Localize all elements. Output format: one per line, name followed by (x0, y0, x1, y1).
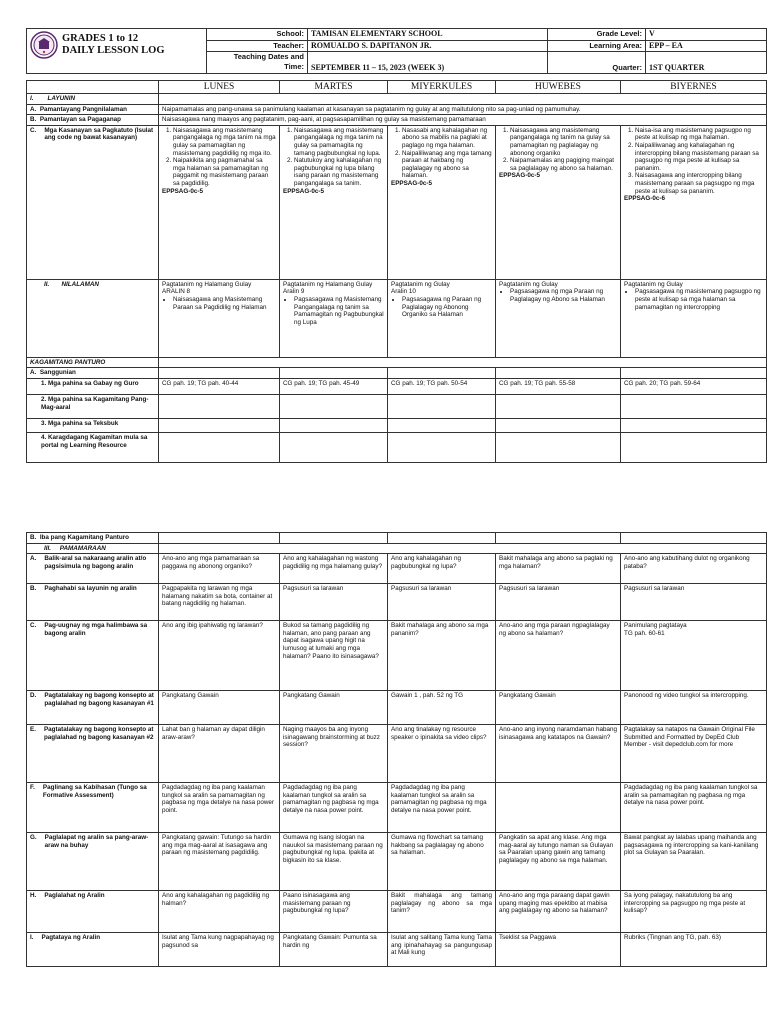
header-table (26, 28, 767, 74)
procedure-cell-lunes: Ano ang ibig ipahiwatig ng larawan? (159, 621, 280, 691)
topic-title: Pagtatanim ng Gulay (624, 280, 683, 288)
day-header-miyerkules: MIYERKULES (388, 81, 496, 94)
procedure-label (27, 833, 159, 891)
quarter-value: 1ST QUARTER (646, 52, 767, 74)
day-header-martes: MARTES (280, 81, 388, 94)
row-label-iba-pang-kagamitan (27, 533, 159, 544)
section-layunin-blank (159, 94, 767, 105)
row-code: A. (30, 105, 37, 113)
competency-code: EPPSAG-0c-5 (283, 187, 324, 195)
row-label-text: Paghahabi sa layunin ng aralin (44, 585, 137, 593)
kasanayan-biyernes (621, 125, 767, 279)
blank-cell (280, 533, 388, 544)
procedure-cell-huwebes (496, 783, 621, 833)
row-label-kasanayan (27, 125, 159, 279)
section-layunin (27, 94, 159, 105)
objective-item: 1. Nasasabi ang kahalagahan ng abono sa mabilis na paglaki at paglago ng mga halaman. (402, 127, 492, 150)
procedure-cell-martes: Pangkatang Gawain: Pumunta sa hardin ng (280, 933, 388, 967)
blank-cell (280, 432, 388, 462)
blank-cell (496, 418, 621, 432)
procedure-cell-miyerkules: Ano ang kahalagahan ng pagbubungkal ng lupa? (388, 554, 496, 584)
procedure-row-h (27, 891, 767, 933)
grade-level-label: Grade Level: (548, 29, 646, 41)
topic-bullet: • Pagsasagawa ng mga Paraan ng Paglalagay ng Abono sa Halaman (510, 288, 617, 303)
row-code: C. (30, 622, 37, 630)
objective-item: 1. Naisa-isa ang masistemang pagsugpo ng peste at kulisap ng mga halaman. (635, 127, 763, 142)
blank-cell (159, 418, 280, 432)
procedure-cell-martes: Paano isinasagawa ang masistemang paraan ng pagbubungkal ng lupa? (280, 891, 388, 933)
lesson-log-page-2 (26, 532, 766, 967)
procedure-cell-miyerkules: Bakit mahalaga ang tamang paglalagay ng abono sa mga tanim? (388, 891, 496, 933)
competency-code: EPPSAG-0c-5 (162, 187, 203, 195)
objective-item: 2. Naipakikita ang pagmamahal sa mga halaman sa pamamagitan ng paggamit ng masistemang paraan sa pagdidilig. (173, 157, 276, 187)
topic-bullet: • Pagsasagawa ng Masistemang Pangangalaga ng tanim sa Pamamagitan ng Pagbubungkal ng Lupa (294, 296, 384, 326)
blank-cell (159, 394, 280, 418)
row-label-text: Pamantayang Pangnilalaman (39, 105, 127, 113)
kasanayan-huwebes (496, 125, 621, 279)
blank-cell (280, 394, 388, 418)
topic-title: Pagtatanim ng Halamang Gulay (162, 280, 252, 288)
objective-item: 2. Naipaliliwanag ang mga tamang paraan at hakbang ng paglalagay ng abono sa halaman. (402, 150, 492, 180)
sanggunian-cell (159, 368, 280, 379)
topic-bullet: • Pagsasagawa ng Paraan ng Paglalagay ng Abonong Organiko sa Halaman (402, 296, 492, 319)
procedure-cell-biyernes: Pagtalakay sa natapos na Gawain Original File Submitted and Formatted by DepEd Club Member - visit depedclub.com for more (621, 725, 767, 783)
procedure-cell-biyernes: Pagdadagdag ng iba pang kaalaman tungkol sa aralin sa pamamagitan ng pagbasa ng mga detalye na nasa power point. (621, 783, 767, 833)
row-label-text: Iba pang Kagamitang Panturo (39, 534, 130, 541)
section-pamamaraan-number: III. (44, 544, 51, 552)
procedure-cell-martes: Ano ang kahalagahan ng wastong pagdidilig ng mga halamang gulay? (280, 554, 388, 584)
nilalaman-lunes (159, 279, 280, 357)
kasanayan-lunes (159, 125, 280, 279)
procedure-label (27, 783, 159, 833)
procedure-row-b (27, 584, 767, 621)
row-label-gabay-ng-guro: 1. Mga pahina sa Gabay ng Guro (27, 378, 159, 394)
objective-item: 1. Naisasagawa ang masistemang pangangalaga ng tanim na gulay sa pamamagitan ng paglalagay ng abonong organiko (510, 127, 617, 157)
row-label-text: Pagtataya ng Aralin (41, 934, 101, 942)
objective-item: 2. Natutukoy ang kahalagahan ng pagbubungkal ng lupa bilang isang paraan ng masistemang pangangalaga sa tanim. (294, 157, 384, 187)
row-label-sanggunian (27, 368, 159, 379)
row-label-text: Pamantayan sa Pagaganap (39, 116, 122, 124)
ref-page-biyernes: CG pah. 20; TG pah. 59-64 (621, 378, 767, 394)
section-layunin-title: LAYUNIN (47, 95, 76, 102)
blank-cell (388, 533, 496, 544)
ref-page-miyerkules: CG pah. 19; TG pah. 50-54 (388, 378, 496, 394)
section-nilalaman-number: II. (44, 280, 50, 288)
procedure-cell-martes: Pangkatang Gawain (280, 691, 388, 725)
row-code: C. (30, 126, 37, 134)
topic-bullet: • Pagsasagawa ng masistemang pagsugpo ng peste at kulisap sa mga halaman sa pamamagitan ng intercropping (635, 288, 763, 311)
procedure-cell-huwebes: Tseklist sa Paggawa (496, 933, 621, 967)
objective-item: 1. Naisasagawa ang masistemang pangangalaga ng mga tanim na mga gulay sa pamamagitan ng masistemang pagdidilig ng mga ito. (173, 127, 276, 157)
sanggunian-cell (621, 368, 767, 379)
lesson-number: ARALIN 8 (162, 288, 190, 296)
blank-cell (280, 418, 388, 432)
procedure-cell-huwebes: Ano-ano ang mga paraan ngpaglalagay ng abono sa halaman? (496, 621, 621, 691)
row-label-kagamitang-mag-aaral: 2. Mga pahina sa Kagamitang Pang-Mag-aaral (27, 394, 159, 418)
learning-area-value: EPP – EA (646, 40, 767, 52)
blank-cell (388, 394, 496, 418)
procedure-cell-miyerkules: Bakit mahalaga ang abono sa mga pananim? (388, 621, 496, 691)
section-kagamitan: KAGAMITANG PANTURO (27, 357, 159, 368)
procedure-cell-huwebes: Pangkatang Gawain (496, 691, 621, 725)
procedure-label (27, 554, 159, 584)
nilalaman-biyernes (621, 279, 767, 357)
topic-title: Pagtatanim ng Halamang Gulay (283, 280, 373, 288)
ref-page-lunes: CG pah. 19; TG pah. 40-44 (159, 378, 280, 394)
objective-item: 2. Naipaliliwanag ang kahalagahan ng intercropping bilang masistemang paraan sa pagsugpo ng mga peste at kulisap sa pananim. (635, 142, 763, 172)
procedure-cell-lunes: Lahat ban g halaman ay dapat diligin araw-araw? (159, 725, 280, 783)
topic-bullet: • Naisasagawa ang Masistemang Paraan sa Pagdidilig ng Halaman (173, 296, 276, 311)
blank-cell (496, 394, 621, 418)
procedure-row-d (27, 691, 767, 725)
procedure-cell-biyernes: Pagsusuri sa larawan (621, 584, 767, 621)
row-label-pamantayan-sa-pagaganap (27, 115, 159, 126)
log-title-dll: DAILY LESSON LOG (62, 45, 165, 56)
section-pamamaraan-blank (159, 543, 767, 554)
row-label-text: Pagtatalakay ng bagong konsepto at paglalahad ng bagong kasanayan #2 (43, 726, 154, 741)
corner-cell (27, 81, 159, 94)
blank-cell (621, 533, 767, 544)
topic-title: Pagtatanim ng Gulay (499, 280, 558, 288)
procedure-cell-biyernes: Panonood ng video tungkol sa intercropping. (621, 691, 767, 725)
kasanayan-miyerkules (388, 125, 496, 279)
nilalaman-miyerkules (388, 279, 496, 357)
row-code: H. (30, 892, 37, 900)
row-label-text: Pag-uugnay ng mga halimbawa sa bagong aralin (44, 622, 148, 637)
procedure-cell-lunes: Ano ang kahalagahan ng pagdidilig ng halman? (159, 891, 280, 933)
blank-cell (621, 394, 767, 418)
deped-seal-icon (30, 31, 58, 59)
objective-item: 3. Naisasagawa ang intercropping bilang masistemang paraan sa pagsugpo ng mga peste at kulisap sa pananim. (635, 172, 763, 195)
row-code: D. (30, 692, 37, 700)
blank-cell (496, 533, 621, 544)
procedure-cell-miyerkules: Ano ang tinalakay ng resource speaker o ipinakita sa video clips? (388, 725, 496, 783)
teaching-dates-value: SEPTEMBER 11 – 15, 2023 (WEEK 3) (308, 52, 548, 74)
procedure-cell-miyerkules: Pagsusuri sa larawan (388, 584, 496, 621)
procedure-cell-biyernes: Rubriks (Tingnan ang TG, pah. 63) (621, 933, 767, 967)
procedure-cell-lunes: Pangkatang gawain: Tutungo sa hardin ang mga mag-aaral at isasagawa ang paraan ng masistemang pagdidilig. (159, 833, 280, 891)
nilalaman-martes (280, 279, 388, 357)
section-nilalaman-title: NILALAMAN (61, 280, 99, 288)
blank-cell (159, 533, 280, 544)
row-code: G. (30, 834, 37, 842)
procedure-cell-biyernes: Panimulang pagtataya TG pah. 60-61 (621, 621, 767, 691)
procedure-row-e (27, 725, 767, 783)
competency-code: EPPSAG-0c-6 (624, 195, 665, 203)
procedure-label (27, 933, 159, 967)
procedure-cell-huwebes: Ano-ano ang inyong naramdaman habang isinasagawa ang katatapos na Gawain? (496, 725, 621, 783)
objective-item: 2. Naipamamalas ang pagiging maingat sa paglalagay ng abono sa halaman. (510, 157, 617, 172)
ref-page-martes: CG pah. 19; TG pah. 45-49 (280, 378, 388, 394)
procedure-cell-miyerkules: Pagdadagdag ng iba pang kaalaman tungkol sa aralin sa pamamagitan ng pagbasa ng mga detalye na nasa power point. (388, 783, 496, 833)
lesson-table-bottom (26, 532, 767, 967)
competency-code: EPPSAG-0c-5 (391, 179, 432, 187)
procedure-cell-huwebes: Pagsusuri sa larawan (496, 584, 621, 621)
row-label-text: Sanggunian (39, 369, 76, 377)
section-layunin-number: I. (30, 95, 34, 102)
teacher-value: ROMUALDO S. DAPITANON JR. (308, 40, 548, 52)
procedure-label (27, 891, 159, 933)
procedure-cell-huwebes: Pangkatin sa apat ang klase. Ang mga mag-aaral ay tutungo naman sa Gulayan sa Paaralan upang gawin ang tamang paglalagay ng abono sa mga halaman. (496, 833, 621, 891)
procedure-cell-lunes: Pagpapakita ng larawan ng mga halamang nakatim sa bota, container at batang nagdidilig ng halaman. (159, 584, 280, 621)
procedure-cell-biyernes: Bawat pangkat ay lalabas upang maihanda ang pagsasagawa ng intercropping sa kani-kaniilang plot sa Gulayan sa Paaralan. (621, 833, 767, 891)
nilalaman-huwebes (496, 279, 621, 357)
procedure-cell-biyernes: Sa iyong palagay, nakatutulong ba ang intercropping sa pagsugpo ng mga peste at kulisap? (621, 891, 767, 933)
section-pamamaraan-title: PAMAMARAAN (59, 544, 106, 552)
procedure-cell-martes: Pagdadagdag ng iba pang kaalaman tungkol sa aralin sa pamamagitan ng pagbasa ng mga detalye na nasa power point. (280, 783, 388, 833)
procedure-cell-miyerkules: Gawain 1 , pah. 52 ng TG (388, 691, 496, 725)
procedure-cell-martes: Naging maayos ba ang inyong isinagawang brainstorming at buzz session? (280, 725, 388, 783)
sanggunian-cell (388, 368, 496, 379)
procedure-row-f (27, 783, 767, 833)
procedure-label (27, 584, 159, 621)
lesson-number: Aralin 9 (283, 288, 305, 296)
school-value: TAMISAN ELEMENTARY SCHOOL (308, 29, 548, 41)
row-label-learning-resource: 4. Karagdagang Kagamitan mula sa portal ng Learning Resource (27, 432, 159, 462)
objective-item: 1. Naisasagawa ang masistemang pangangalaga ng mga tanim na gulay sa pamamagita ng tamang pagbubungkal ng lupa. (294, 127, 384, 157)
lesson-log-page-1 (26, 28, 766, 463)
procedure-cell-huwebes: Bakit mahalaga ang abono sa paglaki ng mga halaman? (496, 554, 621, 584)
procedure-cell-lunes: Pangkatang Gawain (159, 691, 280, 725)
school-label: School: (207, 29, 308, 41)
teaching-dates-label (207, 52, 308, 74)
procedure-cell-miyerkules: Gumawa ng flowchart sa tamang hakbang sa paglalagay ng abono sa halaman. (388, 833, 496, 891)
procedure-cell-martes: Gumawa ng isang islogan na nauukol sa masistemang paraan ng pagbubungkal ng lupa. Ipakita at bigkasin ito sa klase. (280, 833, 388, 891)
row-label-text: Paglinang sa Kabihasan (Tungo sa Formative Assessment) (42, 784, 147, 799)
section-nilalaman (27, 279, 159, 357)
row-code: B. (30, 585, 37, 593)
row-label-text: Balik-aral sa nakaraang aralin at/o pagsisimula ng bagong aralin (44, 555, 147, 570)
row-code: E. (30, 726, 36, 734)
row-label-text: Paglalapat ng aralin sa pang-araw-araw na buhay (44, 834, 149, 849)
blank-cell (496, 432, 621, 462)
procedure-cell-biyernes: Ano-ano ang kabutihang dulot ng organikong pataba? (621, 554, 767, 584)
row-code: I. (30, 934, 34, 942)
blank-cell (621, 418, 767, 432)
blank-cell (159, 432, 280, 462)
procedure-cell-miyerkules: Isulat ang salitang Tama kung Tama ang ipinahahayag sa pangungusap at Mali kung (388, 933, 496, 967)
row-label-text: Mga Kasanayan sa Pagkatuto (Isulat ang code ng bawat kasanayan) (44, 126, 154, 142)
procedure-cell-lunes: Ano-ano ang mga pamamaraan sa paggawa ng abonong organiko? (159, 554, 280, 584)
section-pamamaraan (27, 543, 159, 554)
competency-code: EPPSAG-0c-5 (499, 172, 540, 180)
log-title-grades: GRADES 1 to 12 (62, 33, 139, 44)
header-logo-cell (27, 29, 207, 74)
teaching-dates-label-line2: Time: (284, 62, 304, 71)
blank-cell (621, 432, 767, 462)
pamantayang-pangnilalaman-text: Naipamamalas ang pang-unawa sa panimulang kaalaman at kasanayan sa pagtatanim ng gulay at ang maitutulong nito sa pag-unlad ng pamumuhay. (159, 104, 767, 115)
pamantayan-sa-pagaganap-text: Naisasagawa nang maayos ang pagtatanim, pag-aani, at pagsasapamilihan ng gulay sa masistemang pamamaraan (159, 115, 767, 126)
procedure-row-i (27, 933, 767, 967)
blank-cell (388, 418, 496, 432)
procedure-row-a (27, 554, 767, 584)
row-label-teksbuk: 3. Mga pahina sa Teksbuk (27, 418, 159, 432)
row-label-pamantayang-pangnilalaman (27, 104, 159, 115)
sanggunian-cell (280, 368, 388, 379)
procedure-cell-lunes: Isulat ang Tama kung nagpapahayag ng pagsunod sa (159, 933, 280, 967)
day-header-huwebes: HUWEBES (496, 81, 621, 94)
teacher-label: Teacher: (207, 40, 308, 52)
row-code: B. (30, 534, 37, 541)
procedure-cell-lunes: Pagdadagdag ng iba pang kaalaman tungkol sa aralin sa pamamagitan ng pagbasa ng mga detalye na nasa power point. (159, 783, 280, 833)
row-code: B. (30, 116, 37, 124)
procedure-row-g (27, 833, 767, 891)
procedure-row-c (27, 621, 767, 691)
blank-cell (388, 432, 496, 462)
procedure-cell-huwebes: Ano-ano ang mga paraang dapat gawin upang maging mas epektibo at mabisa ang paglalagay ng abono sa halaman? (496, 891, 621, 933)
section-kagamitan-blank (159, 357, 767, 368)
quarter-label: Quarter: (548, 52, 646, 74)
ref-page-huwebes: CG pah. 19; TG pah. 55-58 (496, 378, 621, 394)
topic-title: Pagtatanim ng Gulay (391, 280, 450, 288)
sanggunian-cell (496, 368, 621, 379)
kasanayan-martes (280, 125, 388, 279)
lesson-number: Aralin 10 (391, 288, 416, 296)
row-code: F. (30, 784, 35, 792)
procedure-label (27, 621, 159, 691)
row-label-text: Pagtatalakay ng bagong konsepto at paglalahad ng bagong kasanayan #1 (44, 692, 154, 707)
day-header-biyernes: BIYERNES (621, 81, 767, 94)
grade-level-value: V (646, 29, 767, 41)
row-code: A. (30, 555, 37, 563)
row-label-text: Paglalahat ng Aralin (44, 892, 105, 900)
procedure-label (27, 691, 159, 725)
learning-area-label: Learning Area: (548, 40, 646, 52)
day-header-lunes: LUNES (159, 81, 280, 94)
procedure-label (27, 725, 159, 783)
row-code: A. (30, 369, 37, 377)
procedure-cell-martes: Pagsusuri sa larawan (280, 584, 388, 621)
procedure-cell-martes: Bukod sa tamang pagdidilig ng halaman, ano pang paraan ang dapat isagawa upang higit na lumusog at lumaki ang mga halaman? Paano ito isinasagawa? (280, 621, 388, 691)
lesson-table-top (26, 80, 767, 463)
teaching-dates-label-line1: Teaching Dates and (233, 52, 304, 61)
